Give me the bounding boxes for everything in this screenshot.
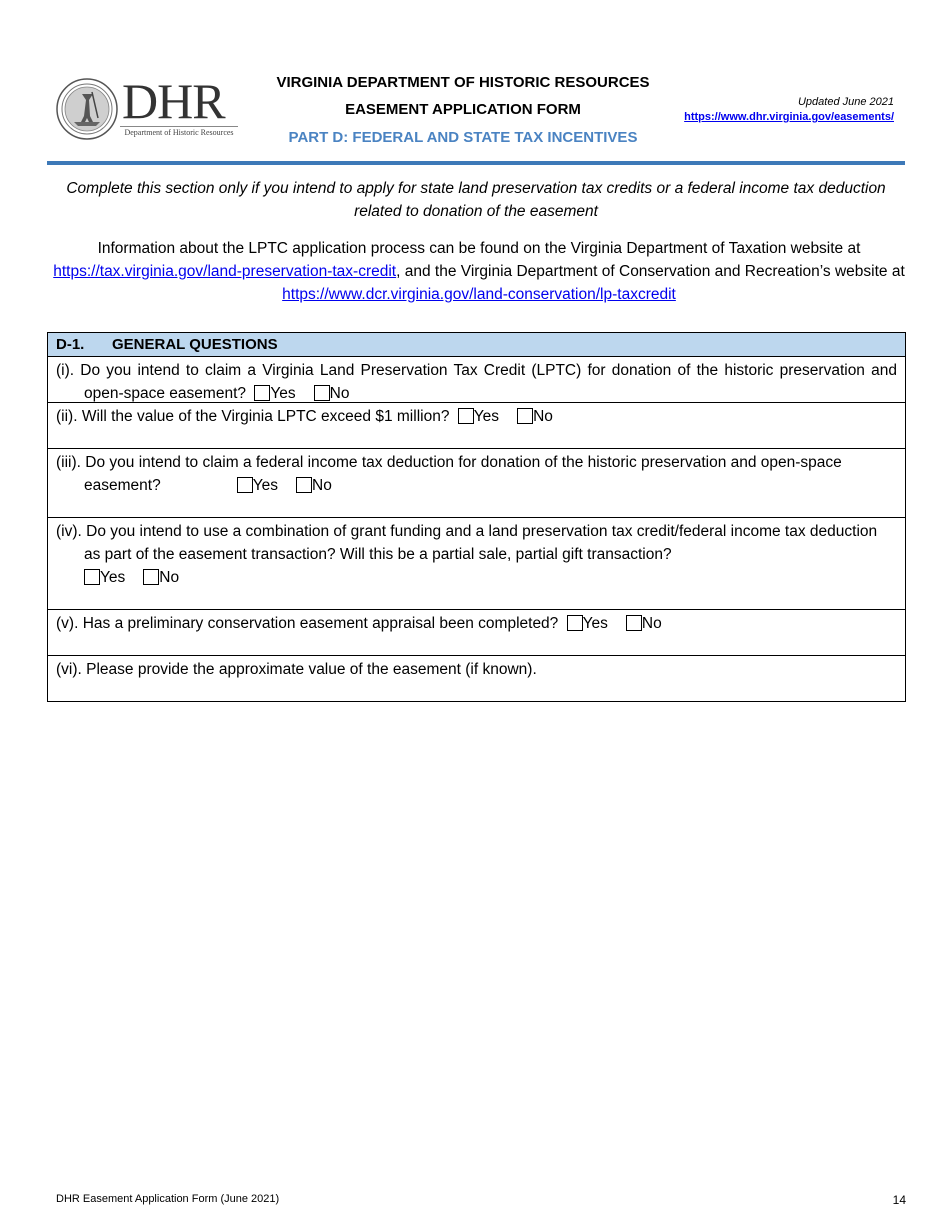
tax-credit-link[interactable]: https://tax.virginia.gov/land-preservation-tax-credit	[53, 263, 397, 280]
footer-form-name: DHR Easement Application Form (June 2021)	[56, 1193, 280, 1205]
question-row-v	[48, 610, 905, 656]
question-row-iii	[48, 449, 905, 518]
no-checkbox[interactable]	[626, 615, 642, 631]
question-row-vi[interactable]	[48, 656, 905, 701]
no-label: No	[533, 408, 553, 425]
part-title: PART D: FEDERAL AND STATE TAX INCENTIVES	[288, 129, 638, 146]
agency-title: VIRGINIA DEPARTMENT OF HISTORIC RESOURCES	[276, 74, 650, 91]
question-number: (iv).	[56, 523, 82, 540]
question-text: Do you intend to use a combination of grant funding and a land preservation tax credit/federal income tax deduction as part of the easement transaction? Will this be a partial sale, partial gift transaction?	[84, 523, 878, 563]
no-label: No	[329, 385, 350, 402]
yes-checkbox[interactable]	[458, 408, 474, 424]
no-checkbox[interactable]	[314, 385, 330, 401]
question-text: Do you intend to claim a Virginia Land Preservation Tax Credit (LPTC) for donation of the historic preservation and open-space easement?	[80, 362, 897, 402]
instruction-text: Complete this section only if you intend to apply for state land preservation tax credits or a federal income tax deduction related to donation of the easement	[66, 180, 886, 220]
info-middle: , and the Virginia Department of Conservation and Recreation’s website at	[396, 263, 905, 280]
no-checkbox[interactable]	[296, 477, 312, 493]
yes-label: Yes	[100, 569, 126, 586]
question-text: Will the value of the Virginia LPTC exceed $1 million?	[81, 408, 450, 425]
dcr-taxcredit-link[interactable]: https://www.dcr.virginia.gov/land-conservation/lp-taxcredit	[282, 286, 676, 303]
no-checkbox[interactable]	[143, 569, 159, 585]
question-row-i	[48, 357, 905, 403]
no-label: No	[159, 569, 180, 586]
question-number: (vi).	[56, 661, 82, 678]
logo-text: DHR	[122, 73, 225, 129]
dhr-logo	[56, 73, 246, 142]
updated-date: Updated June 2021	[797, 96, 894, 108]
question-number: (iii).	[56, 454, 81, 471]
question-row-ii	[48, 403, 905, 449]
question-text: Do you intend to claim a federal income tax deduction for donation of the historic preservation and open-space easement?	[84, 454, 842, 494]
yes-checkbox[interactable]	[254, 385, 270, 401]
form-title: EASEMENT APPLICATION FORM	[345, 101, 581, 118]
general-questions-table	[47, 332, 906, 702]
yes-checkbox[interactable]	[237, 477, 253, 493]
section-number: D-1.	[56, 336, 85, 353]
section-title: GENERAL QUESTIONS	[112, 336, 278, 353]
no-label: No	[312, 477, 332, 494]
no-checkbox[interactable]	[517, 408, 533, 424]
page-number: 14	[892, 1193, 906, 1207]
table-header	[48, 333, 905, 357]
header-divider	[47, 161, 905, 165]
yes-checkbox[interactable]	[84, 569, 100, 585]
dhr-easements-link[interactable]: https://www.dhr.virginia.gov/easements/	[684, 111, 894, 123]
question-row-iv	[48, 518, 905, 610]
info-prefix: Information about the LPTC application process can be found on the Virginia Department of Taxation website at	[97, 240, 861, 257]
yes-label: Yes	[252, 477, 278, 494]
info-paragraph	[50, 237, 908, 306]
question-number: (i).	[56, 362, 75, 379]
question-number: (v).	[56, 615, 79, 632]
virginia-seal-icon	[56, 78, 118, 140]
yes-label: Yes	[582, 615, 608, 632]
yes-label: Yes	[473, 408, 500, 425]
question-number: (ii).	[56, 408, 78, 425]
yes-checkbox[interactable]	[567, 615, 583, 631]
no-label: No	[641, 615, 662, 632]
question-text: Has a preliminary conservation easement appraisal been completed?	[82, 615, 559, 632]
logo-subtitle: Department of Historic Resources	[120, 126, 238, 137]
question-text: Please provide the approximate value of the easement (if known).	[86, 661, 537, 678]
yes-label: Yes	[270, 385, 296, 402]
